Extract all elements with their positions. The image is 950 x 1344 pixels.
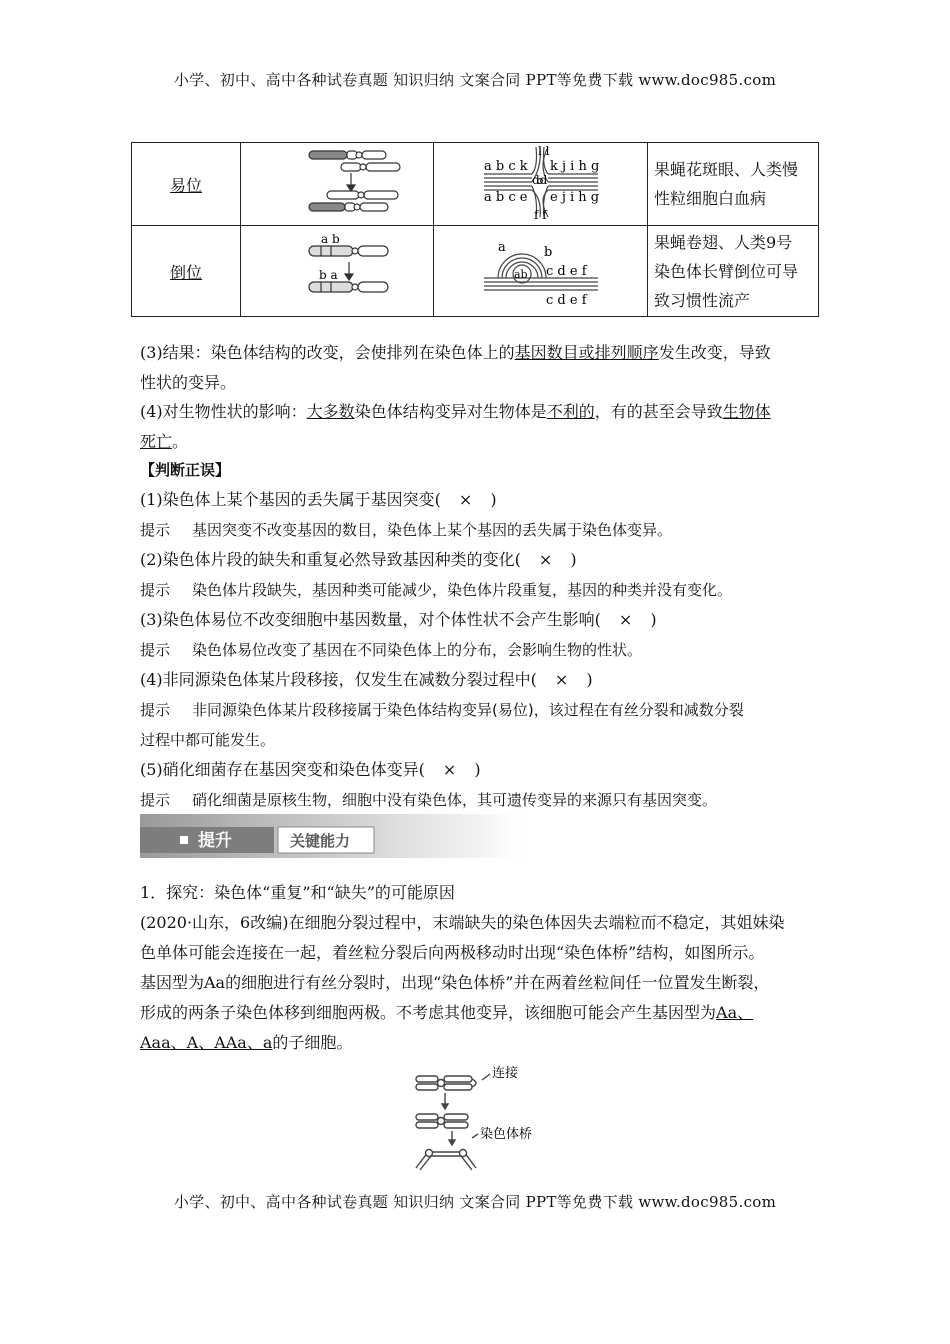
judge-question <box>140 605 820 635</box>
pairing-diagram-cell <box>434 226 648 317</box>
example-line: 果蝇卷翅、人类9号 <box>654 232 793 252</box>
variation-table <box>131 142 819 317</box>
hint-line: 过程中都可能发生。 <box>140 731 276 749</box>
text: (3)结果：染色体结构的改变，会使排列在染色体上的 <box>140 343 515 362</box>
question-text: (4)非同源染色体某片段移接，仅发生在减数分裂过程中( <box>140 670 537 689</box>
text: 染色体结构变异对生物体是 <box>354 402 547 421</box>
label-top-left: a b c k <box>484 159 528 174</box>
hint-line <box>140 785 820 815</box>
type-cell <box>132 226 241 317</box>
section-banner <box>140 814 522 858</box>
label-a: a <box>498 240 506 255</box>
label-lower: f f <box>534 208 547 221</box>
hint-line <box>140 635 820 665</box>
type-cell <box>132 143 241 226</box>
pairing-diagram-cell <box>434 143 648 226</box>
answer-underline: 大多数 <box>306 402 355 421</box>
hint-label: 提示 <box>140 581 171 599</box>
answer-mark: × <box>538 550 553 569</box>
model-diagram-cell <box>241 143 434 226</box>
page-footer: 小学、初中、高中各种试卷真题 知识归纳 文案合同 PPT等免费下载 www.doc985.com <box>173 1193 777 1211</box>
page-header: 小学、初中、高中各种试卷真题 知识归纳 文案合同 PPT等免费下载 www.doc985.com <box>173 71 777 89</box>
question-text: (2)染色体片段的缺失和重复必然导致基因种类的变化( <box>140 550 521 569</box>
label-bottom-right: e j i h g <box>550 190 600 205</box>
hint-text: 硝化细菌是原核生物，细胞中没有染色体，其可遗传变异的来源只有基因突变。 <box>192 791 718 809</box>
label-mid: dd <box>532 173 548 187</box>
translocation-model-diagram <box>241 143 431 221</box>
example-cell <box>648 226 819 317</box>
explore-section <box>140 878 820 1058</box>
example-line: 性粒细胞白血病 <box>654 189 767 208</box>
answer-mark: × <box>458 490 473 509</box>
text: ) <box>570 550 577 569</box>
judge-question <box>140 665 820 695</box>
label-ab: a b <box>321 232 340 246</box>
example-line: 染色体长臂倒位可导 <box>654 261 799 281</box>
inversion-pairing-diagram <box>434 226 646 312</box>
hint-text: 染色体片段缺失，基因种类可能减少，染色体片段重复，基因的种类并没有变化。 <box>192 581 733 599</box>
label-bottom-left: a b c e <box>484 190 528 205</box>
banner-left: 提升 <box>198 831 232 851</box>
result-paragraph <box>140 338 820 398</box>
figure-label-bridge: 染色体桥 <box>480 1127 533 1142</box>
text: ) <box>650 610 657 629</box>
banner-right: 关键能力 <box>290 832 351 850</box>
example-line: 致习惯性流产 <box>654 290 751 310</box>
hint-label: 提示 <box>140 641 171 659</box>
chromosome-bridge-figure <box>400 1060 580 1176</box>
figure-label-connect: 连接 <box>492 1066 519 1081</box>
judge-question <box>140 755 820 785</box>
explore-line: 色单体可能会连接在一起，着丝粒分裂后向两极移动时出现“染色体桥”结构，如图所示。 <box>140 943 765 962</box>
answer-underline: 生物体 <box>722 402 771 421</box>
text: ) <box>490 490 497 509</box>
hint-text: 染色体易位改变了基因在不同染色体上的分布，会影响生物的性状。 <box>192 641 643 659</box>
answer-mark: × <box>618 610 633 629</box>
label-cdef-top: c d e f <box>546 264 587 279</box>
hint-label: 提示 <box>140 791 171 809</box>
text: 性状的变异。 <box>140 373 237 392</box>
explore-line <box>140 998 820 1028</box>
text: ) <box>474 760 481 779</box>
question-text: (1)染色体上某个基因的丢失属于基因突变( <box>140 490 441 509</box>
question-text: (5)硝化细菌存在基因突变和染色体变异( <box>140 760 425 779</box>
text: 形成的两条子染色体移到细胞两极。不考虑其他变异，该细胞可能会产生基因型为 <box>140 1003 717 1022</box>
model-diagram-cell <box>241 226 434 317</box>
text: 。 <box>172 432 189 451</box>
text: 的子细胞。 <box>272 1033 353 1052</box>
text: ) <box>586 670 593 689</box>
explore-line: 基因型为Aa的细胞进行有丝分裂时，出现“染色体桥”并在两着丝粒间任一位置发生断裂， <box>140 973 770 992</box>
answer-underline: 死亡 <box>140 432 173 451</box>
text: (4)对生物性状的影响： <box>140 402 307 421</box>
judge-section <box>140 455 820 815</box>
answer-underline: Aaa、A、AAa、a <box>140 1033 273 1052</box>
hint-line <box>140 695 820 725</box>
answer-underline: Aa、 <box>716 1003 754 1022</box>
judge-heading: 【判断正误】 <box>140 461 231 479</box>
judge-question <box>140 545 820 575</box>
type-label: 倒位 <box>169 262 202 282</box>
answer-underline: 不利的 <box>546 402 595 421</box>
inversion-model-diagram <box>241 226 431 312</box>
explore-line: (2020·山东，6改编)在细胞分裂过程中，末端缺失的染色体因失去端粒而不稳定，其姐妹染 <box>140 913 785 932</box>
answer-mark: × <box>554 670 569 689</box>
label-loop: ab <box>514 268 528 281</box>
hint-text: 非同源染色体某片段移接属于染色体结构变异(易位)，该过程在有丝分裂和减数分裂 <box>192 701 744 719</box>
label-ba: b a <box>319 268 338 282</box>
banner-square-icon <box>180 836 188 844</box>
label-cdef-bottom: c d e f <box>546 293 587 308</box>
effect-paragraph <box>140 397 820 457</box>
explore-title: 1．探究：染色体“重复”和“缺失”的可能原因 <box>140 883 455 902</box>
hint-line <box>140 515 820 545</box>
answer-mark: × <box>442 760 457 779</box>
type-label: 易位 <box>169 175 202 195</box>
question-text: (3)染色体易位不改变细胞中基因数量，对个体性状不会产生影响( <box>140 610 601 629</box>
translocation-pairing-diagram <box>434 143 646 221</box>
table-row <box>132 143 819 226</box>
judge-question <box>140 485 820 515</box>
label-b: b <box>544 245 553 260</box>
hint-line <box>140 575 820 605</box>
table-row <box>132 226 819 317</box>
text: 发生改变，导致 <box>658 343 771 362</box>
label-top-right: k j i h g <box>550 159 600 174</box>
hint-label: 提示 <box>140 701 171 719</box>
hint-text: 基因突变不改变基因的数目，染色体上某个基因的丢失属于染色体变异。 <box>192 521 673 539</box>
example-line: 果蝇花斑眼、人类慢 <box>654 160 799 179</box>
text: ，有的甚至会导致 <box>594 402 723 421</box>
example-cell <box>648 143 819 226</box>
label-upper: l l <box>538 144 550 158</box>
answer-underline: 基因数目或排列顺序 <box>514 343 659 362</box>
explore-line <box>140 1028 820 1058</box>
hint-label: 提示 <box>140 521 171 539</box>
